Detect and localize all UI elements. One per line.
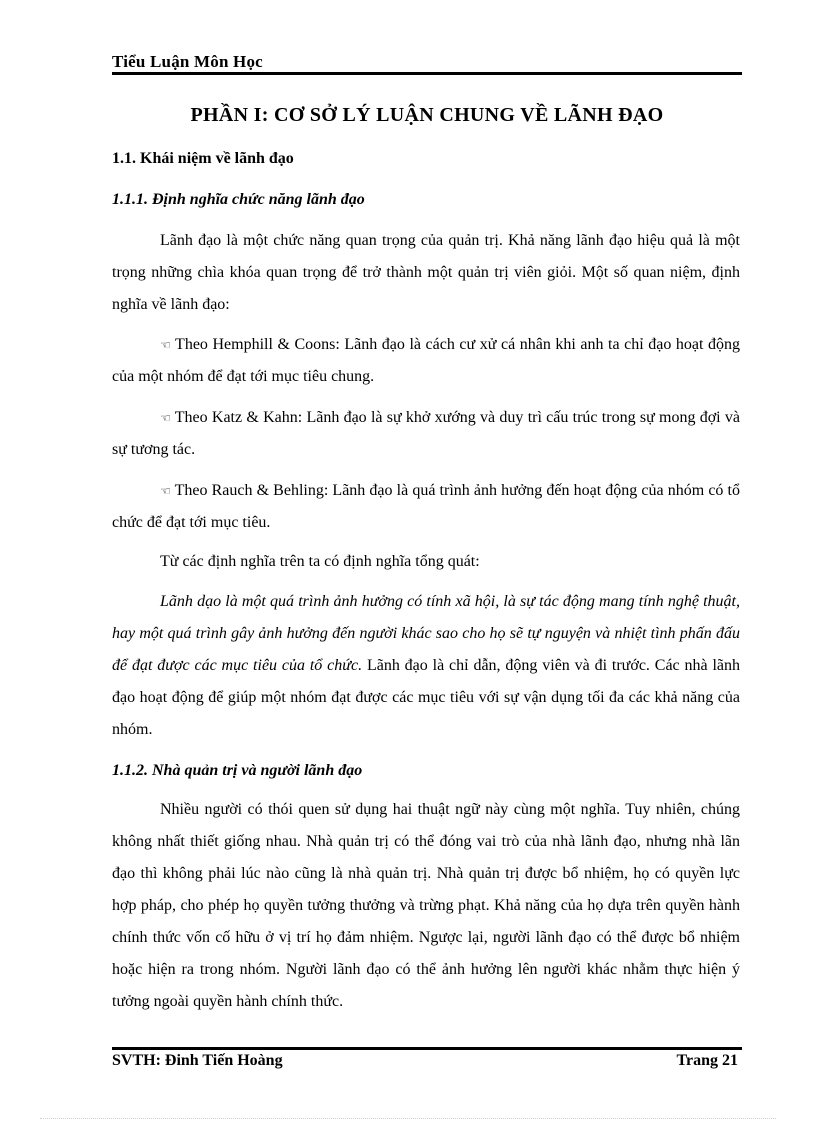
footer-student: SVTH: Đinh Tiến Hoàng xyxy=(112,1052,283,1069)
pointing-hand-icon: ☜ xyxy=(160,484,171,498)
section-heading-1-1-1: 1.1.1. Định nghĩa chức năng lãnh đạo xyxy=(112,191,365,208)
bullet-text: Theo Hemphill & Coons: Lãnh đạo là cách cư xử cá nhân khi anh ta chỉ đạo hoạt động của một nhóm để đạt tới mục tiêu chung. xyxy=(112,336,741,385)
bullet-text: Theo Katz & Kahn: Lãnh đạo là sự khở xướng và duy trì cấu trúc trong sự mong đợi và sự tương tác. xyxy=(112,409,740,458)
paragraph-manager-vs-leader: Nhiều người có thói quen sử dụng hai thuật ngữ này cùng một nghĩa. Tuy nhiên, chúng không nhất thiết giống nhau. Nhà quản trị có thể đóng vai trò của nhà lãnh đạo, nhưng nhà lãn đạo thì không phải lúc nào cũng là nhà quản trị. Nhà quản trị được bổ nhiệm, họ có quyền lực hợp pháp, cho phép họ quyền tưởng thưởng và trừng phạt. Khả năng của họ dựa trên quyền hành chính thức vốn cố hữu ở vị trí họ đảm nhiệm. Ngược lại, người lãnh đạo có thể được bổ nhiệm hoặc hiện ra trong nhóm. Người lãnh đạo có thể ảnh hưởng lên người khác nhằm thực hiện ý tưởng ngoài quyền hành chính thức. xyxy=(112,801,740,1010)
bullet-item xyxy=(112,329,740,393)
section-heading-1-1-2: 1.1.2. Nhà quản trị và người lãnh đạo xyxy=(112,762,363,779)
part-title: PHẦN I: CƠ SỞ LÝ LUẬN CHUNG VỀ LÃNH ĐẠO xyxy=(190,104,664,126)
header-rule xyxy=(112,72,742,75)
bullet-text: Theo Rauch & Behling: Lãnh đạo là quá trình ảnh hưởng đến hoạt động của nhóm có tổ chức để đạt tới mục tiêu. xyxy=(112,482,740,531)
pointing-hand-icon: ☜ xyxy=(160,411,171,425)
paragraph-general-definition-lead: Từ các định nghĩa trên ta có định nghĩa tổng quát: xyxy=(160,553,480,570)
footer-rule xyxy=(112,1047,742,1050)
header-title: Tiểu Luận Môn Học xyxy=(112,52,263,71)
definition-italic-text: Lãnh dạo là một quá trình ảnh hưởng có tính xã hội, là sự tác động mang tính nghệ thuật, hay một quá trình gây ảnh hưởng đến người khác sao cho họ sẽ tự nguyện và nhiệt tình phấn đấu để đạt được các mục tiêu của tổ chức. xyxy=(112,593,740,674)
page-edge-divider xyxy=(40,1118,776,1119)
bullet-item xyxy=(112,475,740,539)
footer-page-number: Trang 21 xyxy=(676,1052,738,1069)
paragraph-general-definition xyxy=(112,586,740,746)
section-heading-1-1: 1.1. Khái niệm về lãnh đạo xyxy=(112,150,294,167)
pointing-hand-icon: ☜ xyxy=(160,338,171,352)
paragraph-definition-intro: Lãnh đạo là một chức năng quan trọng của quản trị. Khả năng lãnh đạo hiệu quả là một trọng những chìa khóa quan trọng để trở thành một quản trị viên giỏi. Một số quan niệm, định nghĩa về lãnh đạo: xyxy=(112,232,740,313)
definition-rest-text: Lãnh đạo là chỉ dẫn, động viên và đi trước. Các nhà lãnh đạo hoạt động để giúp một nhóm đạt được các mục tiêu với sự vận dụng tối đa các khả năng của nhóm. xyxy=(112,657,741,738)
bullet-item xyxy=(112,402,740,466)
